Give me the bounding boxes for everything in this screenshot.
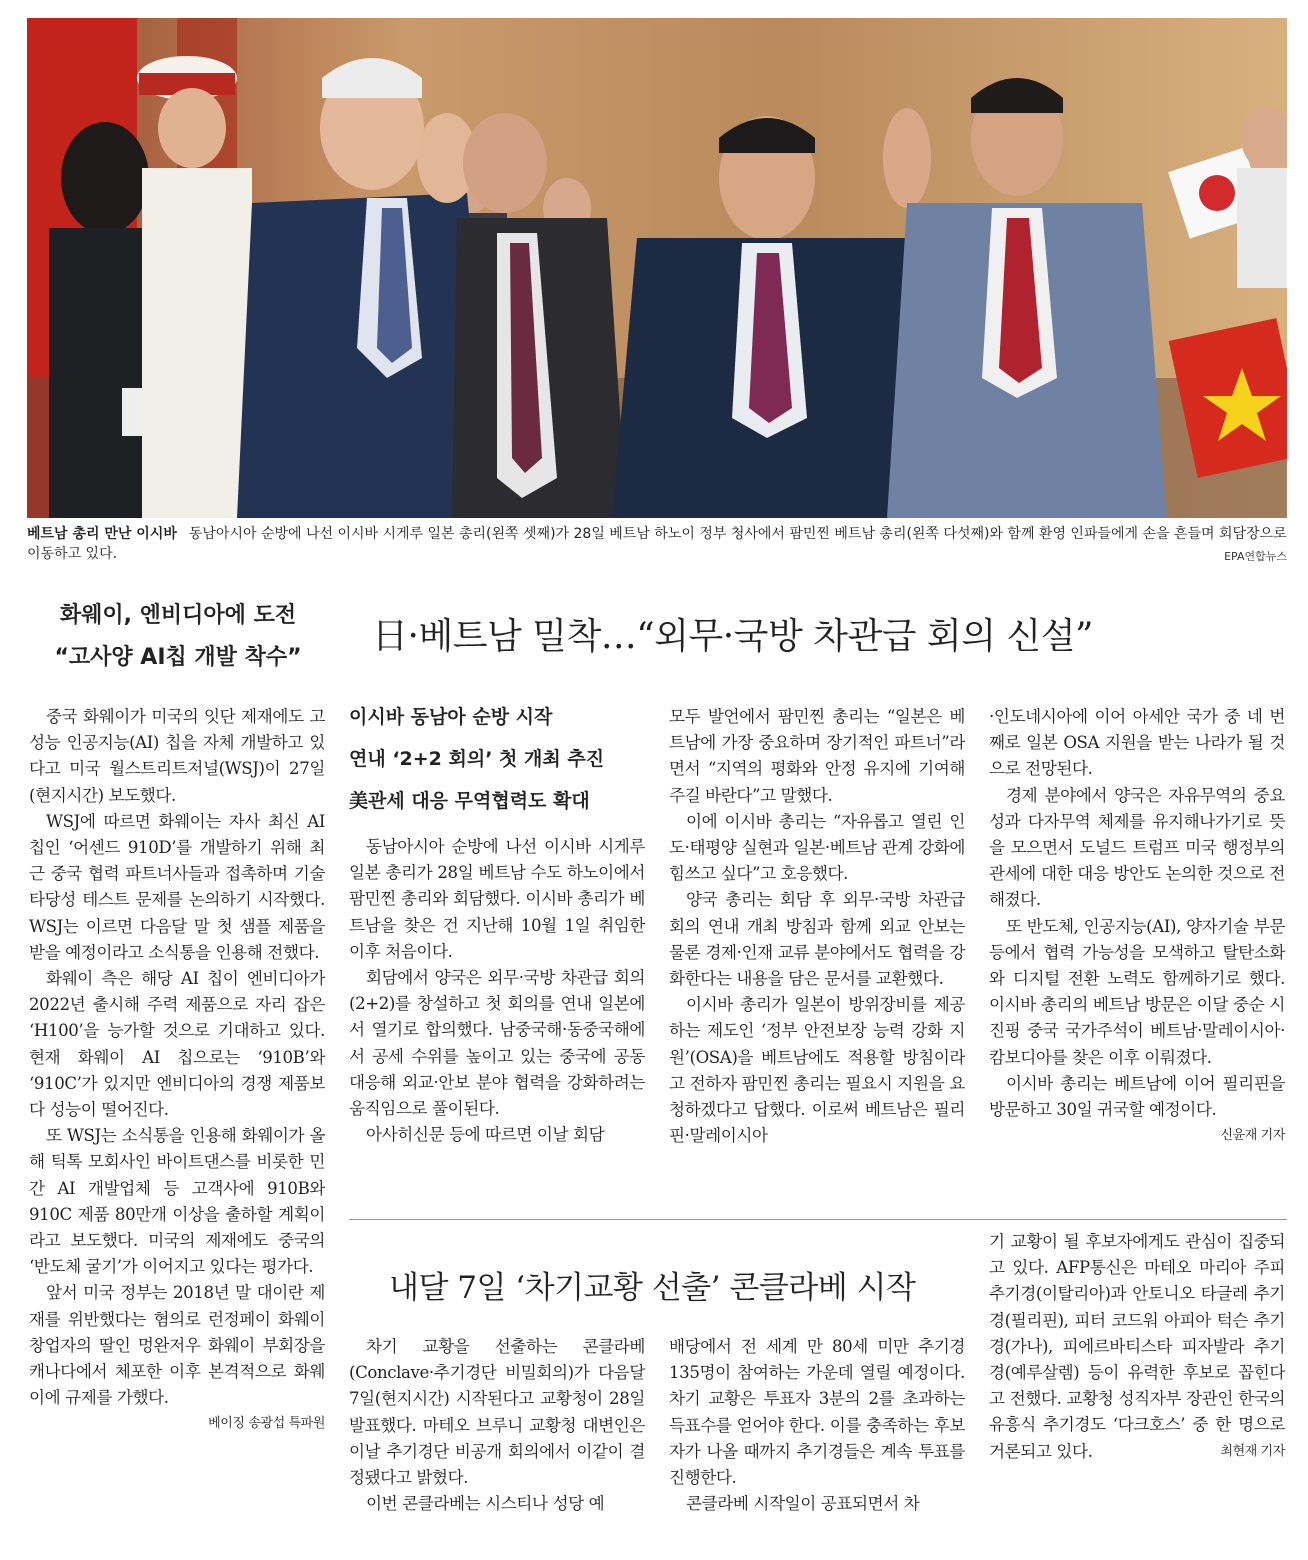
- paragraph: 앞서 미국 정부는 2018년 말 대이란 제재를 위반했다는 혐의로 런정페이 화웨이 창업자의 딸인 멍완저우 화웨이 부회장을 캐나다에서 체포한 이후 본격적으로 화웨이에 규제를 가했다.: [29, 1283, 325, 1408]
- main-column-3: [989, 704, 1285, 1149]
- paragraph: 모두 발언에서 팜민찐 총리는 “일본은 베트남에 가장 중요하며 장기적인 파트너”라면서 “지역의 평화와 안정 유지에 기여해주길 바란다”고 말했다.: [669, 707, 965, 805]
- main-subhead-3: 美관세 대응 무역협력도 확대: [349, 790, 590, 812]
- paragraph: 아사히신문 등에 따르면 이날 회담: [366, 1125, 605, 1145]
- byline: 베이징 송광섭 특파원: [208, 1416, 325, 1432]
- paragraph: 양국 총리는 회담 후 외무·국방 차관급 회의 연내 개최 방침과 함께 외교 안보는 물론 경제·인재 교류 분야에서도 협력을 강화한다는 내용을 담은 문서를 교환했다.: [669, 890, 965, 989]
- main-subhead-1: 이시바 동남아 순방 시작: [349, 706, 553, 728]
- conclave-column-3: [989, 1229, 1285, 1465]
- huawei-body: [29, 704, 325, 1437]
- photo-caption-text: 동남아시아 순방에 나선 이시바 시게루 일본 총리(왼쪽 셋째)가 28일 베트남 하노이 정부 청사에서 팜민찐 베트남 총리(왼쪽 다섯째)와 함께 환영 인파들에게 손을 흔들며 회담장으로 이동하고 있다.: [27, 526, 1287, 562]
- paragraph: 또 WSJ는 소식통을 인용해 화웨이가 올해 틱톡 모회사인 바이트댄스를 비롯한 민간 AI 개발업체 등 고객사에 910B와 910C 제품 80만개 이상을 출하할 계획이라고 보도했다. 미국의 제재에도 중국의 ‘반도체 굴기’가 이어지고 있다는 평가다.: [29, 1126, 325, 1277]
- paragraph: ·인도네시아에 이어 아세안 국가 중 네 번째로 일본 OSA 지원을 받는 나라가 될 것으로 전망된다.: [989, 707, 1285, 779]
- main-column-2: [669, 704, 965, 1149]
- paragraph: 이시바 총리는 베트남에 이어 필리핀을 방문하고 30일 귀국할 예정이다.: [989, 1073, 1285, 1120]
- paragraph: 이번 콘클라베는 시스티나 성당 예: [366, 1494, 605, 1514]
- paragraph: 또 반도체, 인공지능(AI), 양자기술 부문 등에서 협력 가능성을 모색하고 탈탄소화와 디지털 전환 노력도 함께하기로 했다. 이시바 총리의 베트남 방문은 이달 중순 시진핑 중국 국가주석이 베트남·말레이시아·캄보디아를 찾은 이후 이뤄졌다.: [989, 916, 1285, 1067]
- paragraph: 경제 분야에서 양국은 자유무역의 중요성과 다자무역 체제를 유지해나가기로 뜻을 모으면서 도널드 트럼프 미국 행정부의 관세에 대한 대응 방안도 논의한 것으로 전해졌다.: [989, 785, 1285, 910]
- paragraph: 이에 이시바 총리는 “자유롭고 열린 인도·태평양 실현과 일본·베트남 관계 강화에 힘쓰고 싶다”고 호응했다.: [669, 811, 965, 884]
- section-divider: [349, 1219, 1287, 1220]
- conclave-column-1: [349, 1334, 645, 1517]
- conclave-headline: 내달 7일 ‘차기교황 선출’ 콘클라베 시작: [389, 1270, 916, 1306]
- main-subhead-2: 연내 ‘2+2 회의’ 첫 개최 추진: [349, 748, 605, 770]
- huawei-headline-1: 화웨이, 엔비디아에 도전: [59, 603, 297, 628]
- paragraph: 화웨이 측은 해당 AI 칩이 엔비디아가 2022년 출시해 주력 제품으로 자리 잡은 ‘H100’을 능가할 것으로 기대하고 있다. 현재 화웨이 AI 칩으로는 ‘910B’와 ‘910C’가 있지만 엔비디아의 경쟁 제품보다 성능이 떨어진다.: [29, 969, 325, 1120]
- photo-credit: EPA연합뉴스: [1224, 550, 1287, 563]
- paragraph: 중국 화웨이가 미국의 잇단 제재에도 고성능 인공지능(AI) 칩을 자체 개발하고 있다고 미국 월스트리트저널(WSJ)이 27일(현지시간) 보도했다.: [29, 707, 325, 805]
- photo-caption-title: 베트남 총리 만난 이시바: [27, 526, 177, 542]
- paragraph: 이시바 총리가 일본이 방위장비를 제공하는 제도인 ‘정부 안전보장 능력 강화 지원’(OSA)을 베트남에도 적용할 방침이라고 전하자 팜민찐 총리는 필요시 지원을 요청하겠다고 답했다. 이로써 베트남은 필리핀·말레이시아: [669, 995, 965, 1146]
- photo-caption: [27, 524, 1287, 564]
- paragraph: 차기 교황을 선출하는 콘클라베(Conclave·추기경단 비밀회의)가 다음달 7일(현지시간) 시작된다고 교황청이 28일 발표했다. 마테오 브루니 교황청 대변인은 이날 추기경단 비공개 회의에서 이같이 결정됐다고 밝혔다.: [349, 1337, 645, 1488]
- news-photo: [27, 18, 1287, 518]
- main-headline: 日·베트남 밀착…“외무·국방 차관급 회의 신설”: [372, 616, 1093, 657]
- conclave-column-2: [669, 1334, 965, 1517]
- main-column-1: [349, 834, 645, 1148]
- paragraph: WSJ에 따르면 화웨이는 자사 최신 AI 칩인 ‘어센드 910D’를 개발하기 위해 최근 중국 협력 파트너사들과 접촉하며 기술 타당성 테스트 문제를 논의하기 시작했다. WSJ는 이르면 다음달 말 첫 샘플 제품을 받을 예정이라고 소식통을 인용해 전했다.: [29, 811, 325, 962]
- huawei-headline-2: “고사양 AI칩 개발 착수”: [54, 645, 302, 670]
- paragraph: 회담에서 양국은 외무·국방 차관급 회의(2+2)를 창설하고 첫 회의를 연내 일본에서 열기로 합의했다. 남중국해·동중국해에서 공세 수위를 높이고 있는 중국에 공동 대응해 외교·안보 분야 협력을 강화하려는 움직임으로 풀이된다.: [349, 968, 645, 1119]
- paragraph: 배당에서 전 세계 만 80세 미만 추기경 135명이 참여하는 가운데 열릴 예정이다. 차기 교황은 투표자 3분의 2를 초과하는 득표수를 얻어야 한다. 이를 충족하는 후보자가 나올 때까지 추기경들은 계속 투표를 진행한다.: [669, 1337, 965, 1488]
- byline: 최현재 기자: [1220, 1443, 1285, 1459]
- paragraph: 기 교황이 될 후보자에게도 관심이 집중되고 있다. AFP통신은 마테오 마리아 주피 추기경(이탈리아)과 안토니오 타글레 추기경(필리핀), 피터 코드워 아피아 턱슨 추기경(가나), 피에르바티스타 피자발라 추기경(예루살렘) 등이 유력한 후보로 꼽힌다고 전했다. 교황청 성직자부 장관인 한국의 유흥식 추기경도 ‘다크호스’ 중 한 명으로 거론되고 있다.: [989, 1232, 1285, 1461]
- paragraph: 콘클라베 시작일이 공표되면서 차: [686, 1494, 920, 1514]
- paragraph: 동남아시아 순방에 나선 이시바 시게루 일본 총리가 28일 베트남 수도 하노이에서 팜민찐 총리와 회담했다. 이시바 총리가 베트남을 찾은 건 지난해 10월 1일 취임한 이후 처음이다.: [349, 837, 645, 961]
- byline: 신윤재 기자: [1220, 1128, 1285, 1144]
